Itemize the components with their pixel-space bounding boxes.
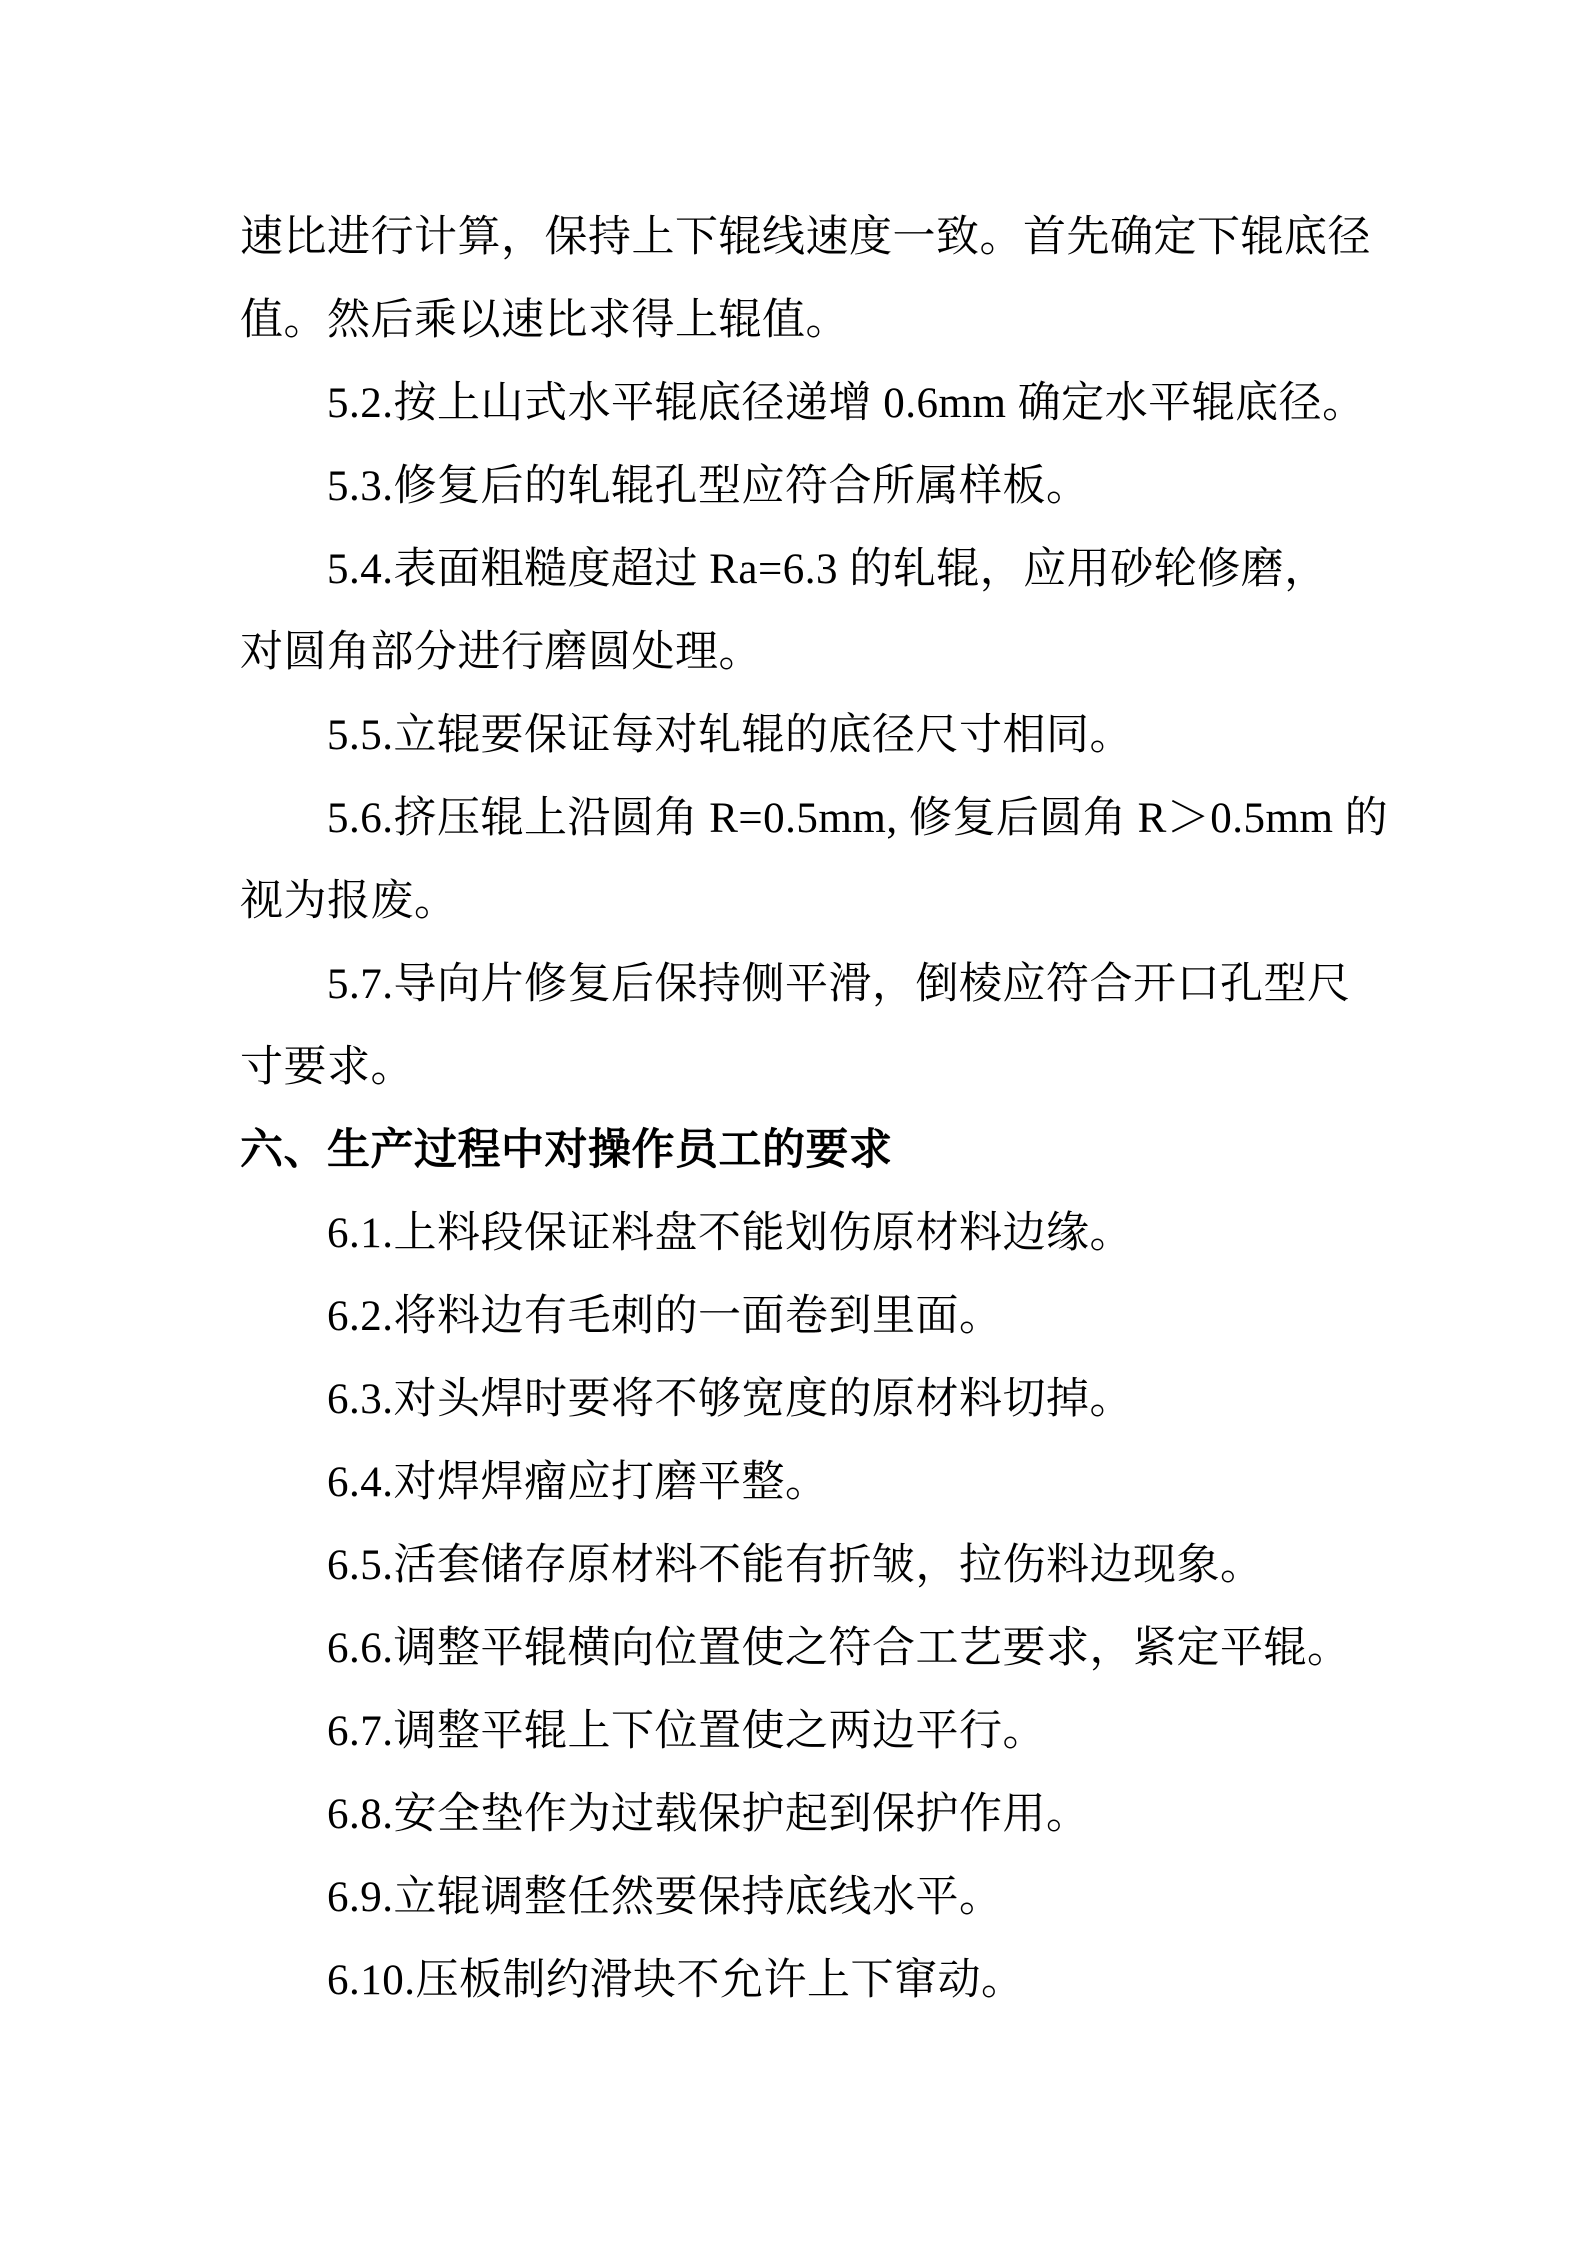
text-line: 值。然后乘以速比求得上辊值。 xyxy=(240,297,849,344)
text-line: 5.6.挤压辊上沿圆角 R=0.5mm, 修复后圆角 R＞0.5mm 的 xyxy=(327,795,1389,842)
text-line: 速比进行计算，保持上下辊线速度一致。首先确定下辊底径 xyxy=(240,214,1371,261)
text-line: 5.3.修复后的轧辊孔型应符合所属样板。 xyxy=(327,463,1090,510)
text-line: 6.7.调整平辊上下位置使之两边平行。 xyxy=(327,1708,1046,1755)
text-line: 6.3.对头焊时要将不够宽度的原材料切掉。 xyxy=(327,1376,1133,1423)
text-line: 6.5.活套储存原材料不能有折皱，拉伤料边现象。 xyxy=(327,1542,1264,1589)
text-line: 6.9.立辊调整任然要保持底线水平。 xyxy=(327,1874,1003,1921)
section-heading: 六、生产过程中对操作员工的要求 xyxy=(240,1127,893,1174)
text-line: 6.6.调整平辊横向位置使之符合工艺要求，紧定平辊。 xyxy=(327,1625,1351,1672)
text-line: 5.5.立辊要保证每对轧辊的底径尺寸相同。 xyxy=(327,712,1133,759)
document-body xyxy=(240,196,1427,2022)
text-line: 5.4.表面粗糙度超过 Ra=6.3 的轧辊，应用砂轮修磨， xyxy=(327,546,1328,593)
text-line: 6.4.对焊焊瘤应打磨平整。 xyxy=(327,1459,829,1506)
text-line: 寸要求。 xyxy=(240,1044,414,1091)
text-line: 对圆角部分进行磨圆处理。 xyxy=(240,629,762,676)
text-line: 5.7.导向片修复后保持侧平滑，倒棱应符合开口孔型尺 xyxy=(327,961,1351,1008)
text-line: 视为报废。 xyxy=(240,878,458,925)
text-line: 6.1.上料段保证料盘不能划伤原材料边缘。 xyxy=(327,1210,1133,1257)
text-line: 5.2.按上山式水平辊底径递增 0.6mm 确定水平辊底径。 xyxy=(327,380,1366,427)
text-line: 6.10.压板制约滑块不允许上下窜动。 xyxy=(327,1957,1025,2004)
text-line: 6.8.安全垫作为过载保护起到保护作用。 xyxy=(327,1791,1090,1838)
text-line: 6.2.将料边有毛刺的一面卷到里面。 xyxy=(327,1293,1003,1340)
